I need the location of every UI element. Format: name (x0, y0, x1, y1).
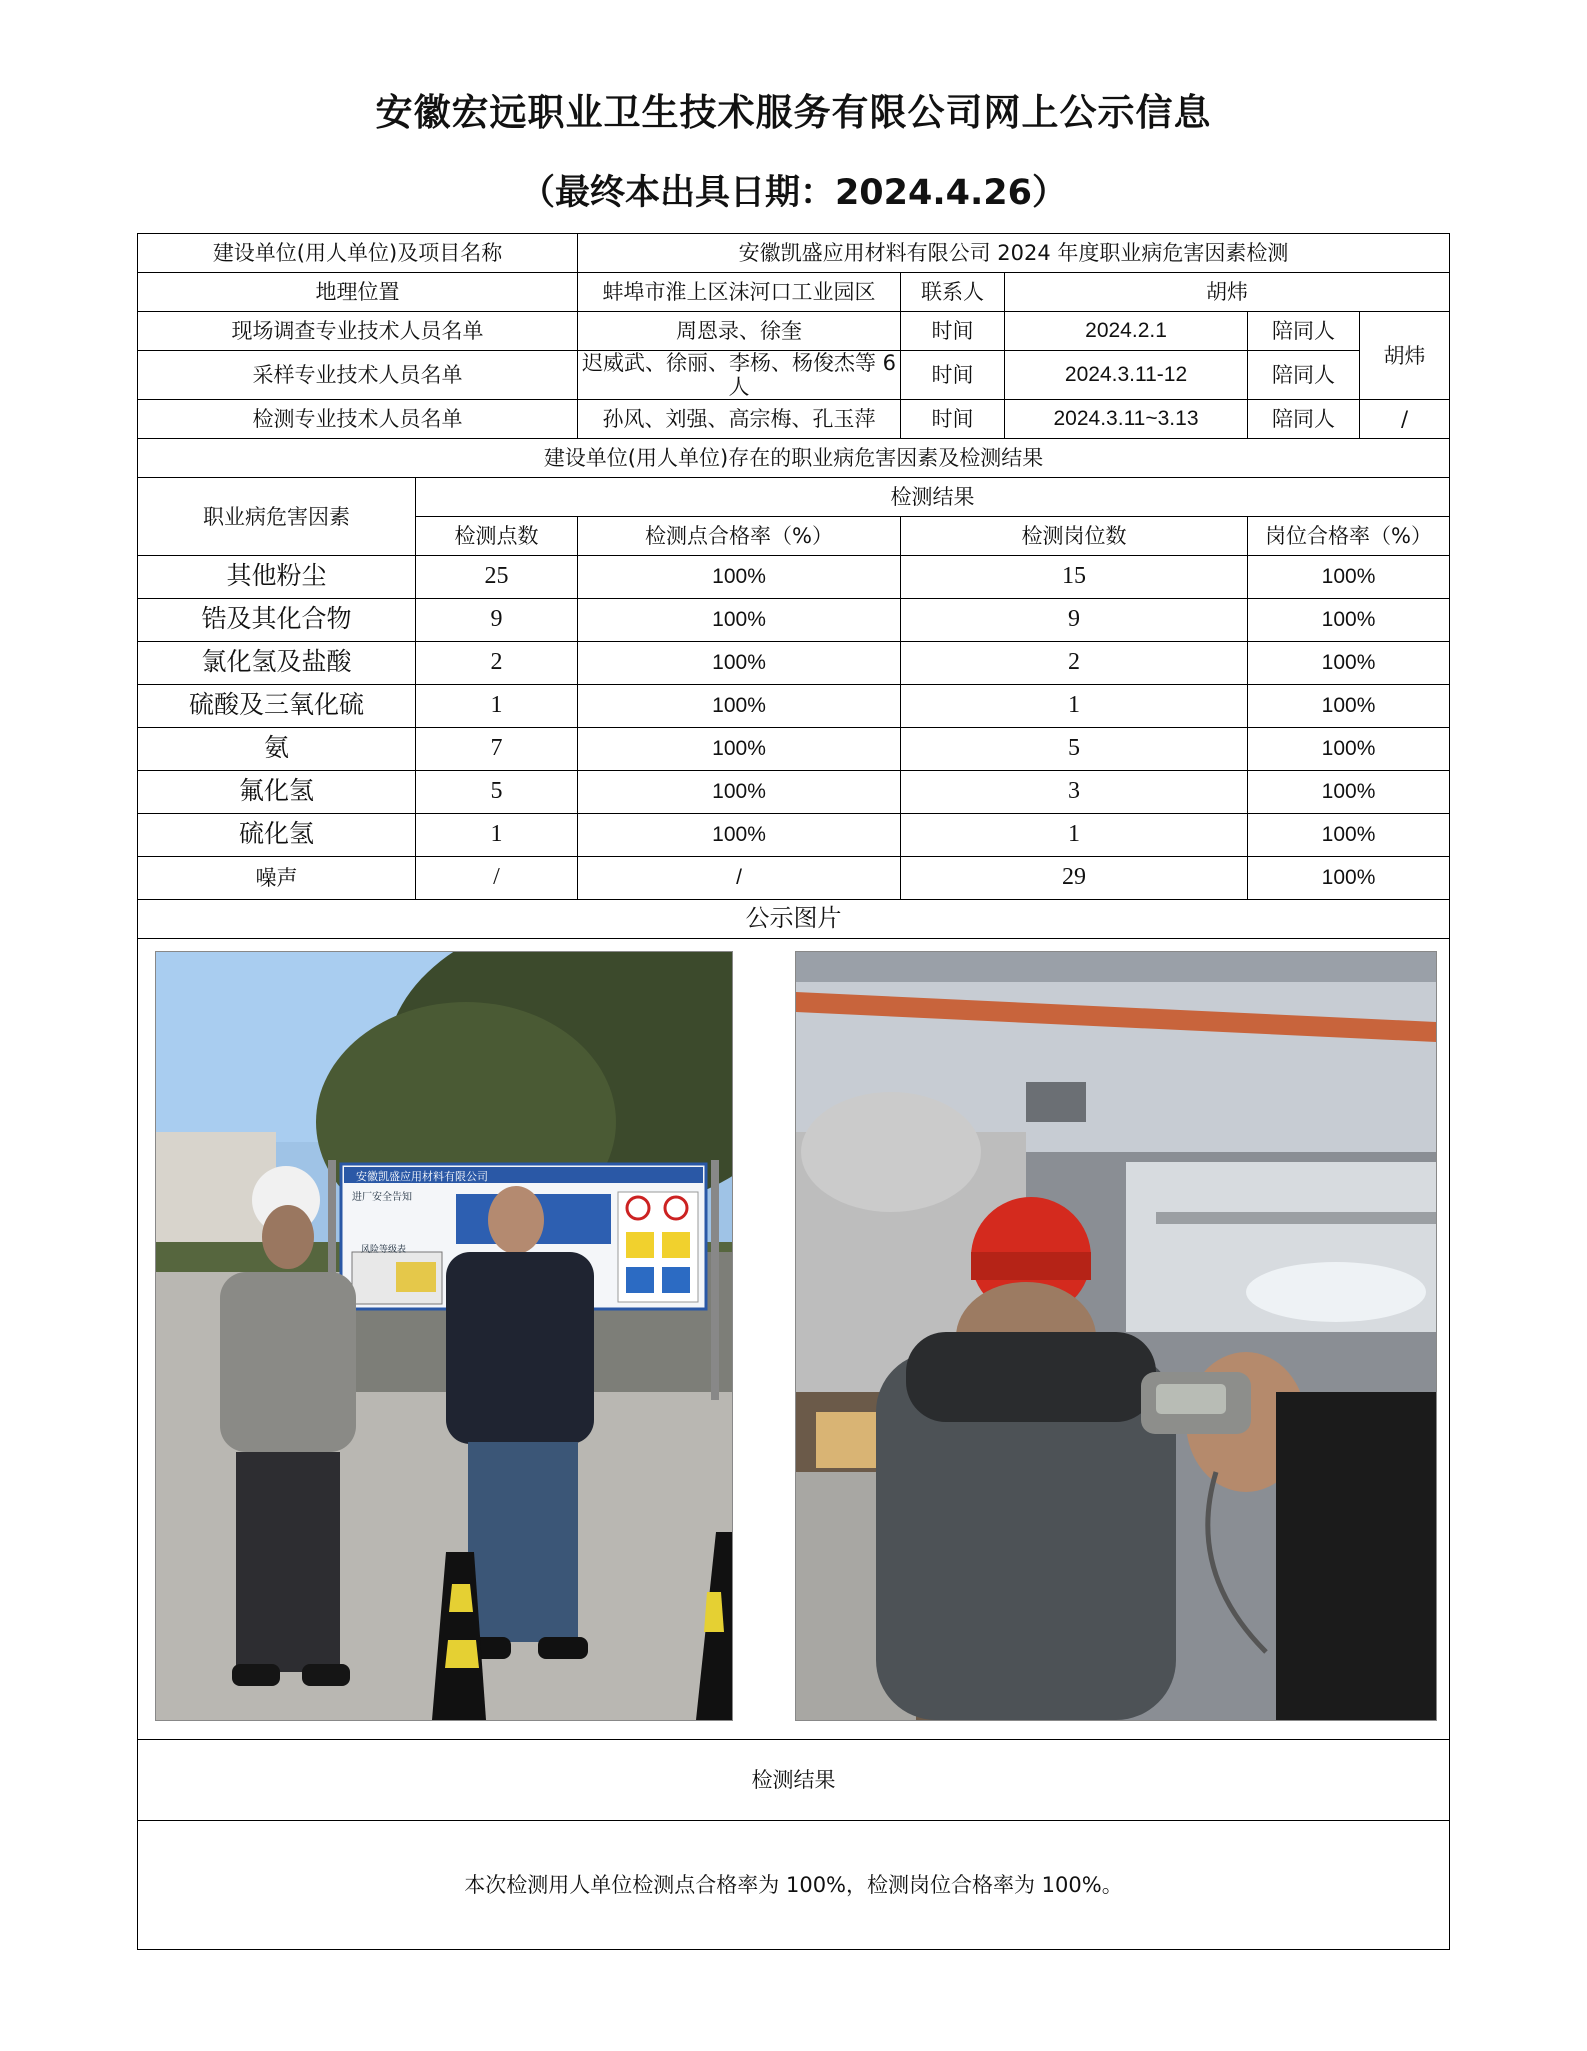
section-title-row (138, 439, 1450, 478)
post-rate: 100% (1248, 685, 1450, 728)
location-row (138, 273, 1450, 312)
points: 1 (416, 685, 578, 728)
location-value: 蚌埠市淮上区沫河口工业园区 (578, 273, 901, 312)
points: 2 (416, 642, 578, 685)
points: 1 (416, 814, 578, 857)
location-label: 地理位置 (138, 273, 578, 312)
factor-header: 职业病危害因素 (138, 478, 416, 556)
point-rate: 100% (578, 728, 901, 771)
post-rate: 100% (1248, 728, 1450, 771)
survey-row (138, 312, 1450, 351)
post-rate: 100% (1248, 642, 1450, 685)
posts: 29 (901, 857, 1248, 900)
col-post-rate: 岗位合格率（%） (1248, 517, 1450, 556)
sampling-staff: 迟威武、徐丽、李杨、杨俊杰等 6 人 (578, 351, 901, 400)
post-rate: 100% (1248, 814, 1450, 857)
testing-row (138, 400, 1450, 439)
testing-time: 2024.3.11~3.13 (1005, 400, 1248, 439)
table-row (138, 642, 1450, 685)
point-rate: 100% (578, 814, 901, 857)
testing-escort-label: 陪同人 (1248, 400, 1360, 439)
posts: 1 (901, 814, 1248, 857)
point-rate: / (578, 857, 901, 900)
table-row (138, 556, 1450, 599)
factor-name: 锆及其化合物 (138, 599, 416, 642)
post-rate: 100% (1248, 599, 1450, 642)
post-rate: 100% (1248, 556, 1450, 599)
table-row (138, 771, 1450, 814)
factor-name: 噪声 (138, 857, 416, 900)
board-company: 安徽凯盛应用材料有限公司 (356, 1170, 488, 1184)
site-survey-photo (155, 951, 733, 1721)
results-header-row (138, 478, 1450, 517)
escort-value: 胡炜 (1360, 312, 1450, 400)
survey-escort-label: 陪同人 (1248, 312, 1360, 351)
factor-name: 氟化氢 (138, 771, 416, 814)
posts: 2 (901, 642, 1248, 685)
testing-time-label: 时间 (901, 400, 1005, 439)
survey-time: 2024.2.1 (1005, 312, 1248, 351)
photos-title-row (138, 900, 1450, 939)
noise-measurement-photo (795, 951, 1437, 1721)
page-title: 安徽宏远职业卫生技术服务有限公司网上公示信息 (375, 91, 1212, 134)
testing-escort-value: / (1360, 400, 1450, 439)
factor-name: 氯化氢及盐酸 (138, 642, 416, 685)
project-row (138, 234, 1450, 273)
col-posts: 检测岗位数 (901, 517, 1248, 556)
disclosure-table (137, 233, 1450, 1950)
board-risk: 风险等级表 (361, 1245, 407, 1256)
photos-cell (138, 939, 1450, 1740)
point-rate: 100% (578, 685, 901, 728)
survey-time-label: 时间 (901, 312, 1005, 351)
table-row (138, 728, 1450, 771)
contact-label: 联系人 (901, 273, 1005, 312)
issue-date: （最终本出具日期：2024.4.26） (519, 173, 1068, 213)
post-rate: 100% (1248, 771, 1450, 814)
point-rate: 100% (578, 771, 901, 814)
survey-staff: 周恩录、徐奎 (578, 312, 901, 351)
board-notice: 进厂安全告知 (352, 1192, 412, 1204)
result-header: 检测结果 (416, 478, 1450, 517)
table-row (138, 599, 1450, 642)
conclusion-title-row (138, 1740, 1450, 1821)
points: 9 (416, 599, 578, 642)
testing-staff: 孙风、刘强、高宗梅、孔玉萍 (578, 400, 901, 439)
sampling-time-label: 时间 (901, 351, 1005, 400)
post-rate: 100% (1248, 857, 1450, 900)
posts: 15 (901, 556, 1248, 599)
points: 7 (416, 728, 578, 771)
survey-label: 现场调查专业技术人员名单 (138, 312, 578, 351)
table-row (138, 857, 1450, 900)
point-rate: 100% (578, 642, 901, 685)
posts: 5 (901, 728, 1248, 771)
table-row (138, 685, 1450, 728)
conclusion-text: 本次检测用人单位检测点合格率为 100%，检测岗位合格率为 100%。 (138, 1821, 1450, 1950)
conclusion-title: 检测结果 (138, 1740, 1450, 1821)
project-label: 建设单位(用人单位)及项目名称 (138, 234, 578, 273)
photos-row (138, 939, 1450, 1740)
point-rate: 100% (578, 599, 901, 642)
sampling-escort-label: 陪同人 (1248, 351, 1360, 400)
posts: 1 (901, 685, 1248, 728)
conclusion-row (138, 1821, 1450, 1950)
sampling-row (138, 351, 1450, 400)
points: 25 (416, 556, 578, 599)
section-title: 建设单位(用人单位)存在的职业病危害因素及检测结果 (138, 439, 1450, 478)
posts: 9 (901, 599, 1248, 642)
factor-name: 硫酸及三氧化硫 (138, 685, 416, 728)
sampling-label: 采样专业技术人员名单 (138, 351, 578, 400)
factor-name: 硫化氢 (138, 814, 416, 857)
posts: 3 (901, 771, 1248, 814)
project-value: 安徽凯盛应用材料有限公司 2024 年度职业病危害因素检测 (578, 234, 1450, 273)
points: 5 (416, 771, 578, 814)
point-rate: 100% (578, 556, 901, 599)
table-row (138, 814, 1450, 857)
factor-name: 氨 (138, 728, 416, 771)
photos-title: 公示图片 (138, 900, 1450, 939)
contact-value: 胡炜 (1005, 273, 1450, 312)
sampling-time: 2024.3.11-12 (1005, 351, 1248, 400)
col-point-rate: 检测点合格率（%） (578, 517, 901, 556)
testing-label: 检测专业技术人员名单 (138, 400, 578, 439)
factor-name: 其他粉尘 (138, 556, 416, 599)
col-points: 检测点数 (416, 517, 578, 556)
points: / (416, 857, 578, 900)
